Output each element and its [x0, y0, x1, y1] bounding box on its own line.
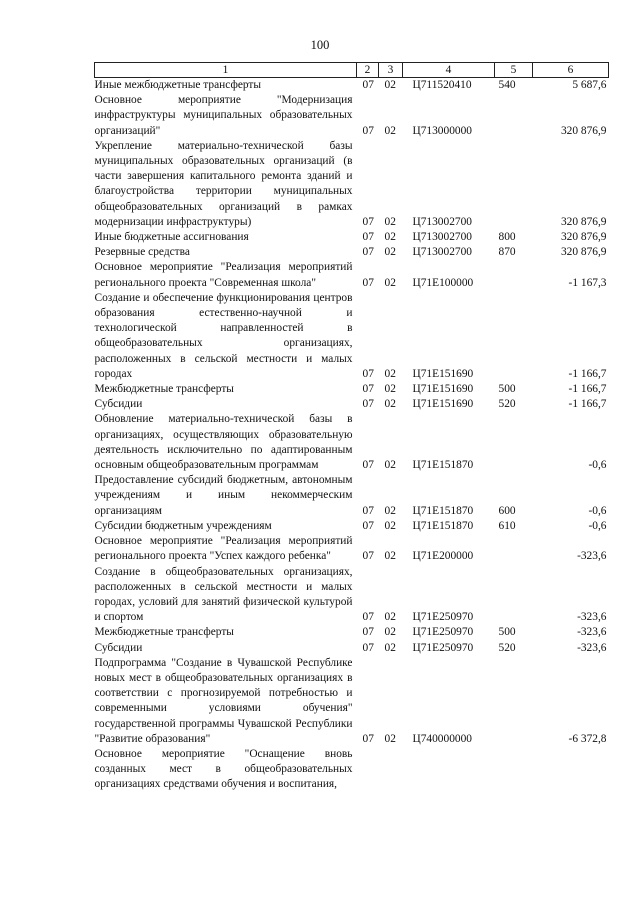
row-target-code [403, 747, 495, 793]
row-section: 07 [362, 732, 374, 745]
row-name: Создание в общеобразовательных организациях, расположенных в сельской местности и малых городах, условий для занятий физической культурой и спортом [94, 565, 353, 624]
table-row [95, 230, 609, 245]
row-subsection: 02 [384, 550, 396, 563]
page-number: 100 [310, 38, 330, 52]
row-section: 07 [362, 383, 374, 396]
header-cell-name: 1 [95, 63, 357, 78]
row-target-code: Ц71Е151690 [412, 398, 474, 411]
row-section: 07 [362, 611, 374, 624]
table-row [95, 260, 609, 290]
row-target-code: Ц71Е151870 [412, 504, 474, 517]
table-row [95, 625, 609, 640]
row-target-code: Ц71Е151870 [412, 459, 474, 472]
row-target-code: Ц713002700 [412, 246, 472, 259]
table-row [95, 747, 609, 793]
table-row [95, 139, 609, 230]
header-cell-target-code: 4 [403, 63, 495, 78]
row-target-code: Ц71Е100000 [412, 276, 474, 289]
table-row [95, 382, 609, 397]
row-amount: -1 166,7 [568, 398, 607, 411]
row-amount: -323,6 [577, 550, 607, 563]
row-expense-type [495, 93, 533, 139]
row-name: Резервные средства [94, 246, 190, 259]
row-subsection: 02 [384, 611, 396, 624]
row-amount: 5 687,6 [572, 79, 607, 91]
row-expense-type [495, 565, 533, 626]
row-subsection: 02 [384, 79, 396, 91]
table-row [95, 78, 609, 94]
row-subsection: 02 [384, 519, 396, 532]
header-cell-section: 2 [357, 63, 379, 78]
row-section: 07 [362, 459, 374, 472]
row-subsection: 02 [384, 124, 396, 137]
row-subsection: 02 [384, 459, 396, 472]
row-section: 07 [362, 276, 374, 289]
row-subsection: 02 [384, 215, 396, 228]
row-amount: 320 876,9 [560, 246, 607, 259]
row-subsection: 02 [384, 276, 396, 289]
row-name: Межбюджетные трансферты [94, 383, 234, 396]
row-section: 07 [362, 79, 374, 91]
row-expense-type [495, 260, 533, 290]
row-expense-type [495, 412, 533, 473]
row-target-code: Ц711520410 [412, 79, 472, 91]
row-amount: -323,6 [577, 626, 607, 639]
row-amount: 320 876,9 [560, 231, 607, 244]
row-name: Субсидии бюджетным учреждениям [94, 519, 272, 532]
budget-table [94, 62, 609, 793]
row-expense-type: 520 [498, 641, 516, 654]
row-expense-type: 500 [498, 626, 516, 639]
row-expense-type: 800 [498, 231, 516, 244]
row-subsection: 02 [384, 641, 396, 654]
row-subsection: 02 [384, 246, 396, 259]
table-row [95, 397, 609, 412]
table-row [95, 412, 609, 473]
row-section: 07 [362, 246, 374, 259]
table-row [95, 245, 609, 260]
row-name: Основное мероприятие "Реализация мероприятий регионального проекта "Успех каждого ребенка" [94, 535, 353, 563]
row-expense-type [495, 747, 533, 793]
table-body [95, 78, 609, 793]
row-section: 07 [362, 124, 374, 137]
row-section: 07 [362, 550, 374, 563]
row-subsection: 02 [384, 504, 396, 517]
row-name: Подпрограмма "Создание в Чувашской Республике новых мест в общеобразовательных организациях в соответствии с прогнозируемой потребностью и современными условиями обучения" государственной программы Чувашской Республики "Развитие образования" [94, 656, 353, 745]
header-cell-amount: 6 [533, 63, 609, 78]
row-target-code: Ц71Е250970 [412, 626, 474, 639]
row-amount: -1 166,7 [568, 383, 607, 396]
row-section: 07 [362, 398, 374, 411]
row-section: 07 [362, 504, 374, 517]
row-subsection: 02 [384, 231, 396, 244]
row-amount: -323,6 [577, 611, 607, 624]
table-row [95, 473, 609, 519]
row-section: 07 [362, 519, 374, 532]
row-name: Иные бюджетные ассигнования [94, 231, 249, 244]
row-subsection: 02 [384, 732, 396, 745]
table-header [95, 63, 609, 78]
table-row [95, 291, 609, 382]
row-amount: 320 876,9 [560, 124, 607, 137]
row-target-code: Ц713002700 [412, 231, 472, 244]
row-expense-type [495, 291, 533, 382]
row-target-code: Ц740000000 [412, 732, 472, 745]
row-target-code: Ц71Е151690 [412, 383, 474, 396]
header-cell-expense-type: 5 [495, 63, 533, 78]
row-section: 07 [362, 215, 374, 228]
row-expense-type [495, 139, 533, 230]
row-name: Основное мероприятие "Оснащение вновь созданных мест в общеобразовательных организациях средствами обучения и воспитания, [94, 747, 353, 791]
header-cell-subsection: 3 [379, 63, 403, 78]
row-name: Обновление материально-технической базы в организациях, осуществляющих образовательную деятельность исключительно по адаптированным основным общеобразовательным программам [94, 413, 353, 472]
row-section [357, 747, 379, 793]
row-name: Основное мероприятие "Реализация мероприятий регионального проекта "Современная школа" [94, 261, 353, 289]
table-row [95, 534, 609, 564]
row-subsection: 02 [384, 367, 396, 380]
row-amount: -0,6 [588, 504, 607, 517]
row-expense-type [495, 534, 533, 564]
table-row [95, 656, 609, 747]
row-subsection: 02 [384, 383, 396, 396]
row-expense-type: 540 [498, 79, 516, 91]
row-target-code: Ц71Е200000 [412, 550, 474, 563]
row-subsection: 02 [384, 398, 396, 411]
row-expense-type: 520 [498, 398, 516, 411]
row-expense-type [495, 656, 533, 747]
row-section: 07 [362, 626, 374, 639]
row-expense-type: 500 [498, 383, 516, 396]
row-amount: -6 372,8 [568, 732, 607, 745]
row-target-code: Ц71Е151690 [412, 367, 474, 380]
row-amount: -323,6 [577, 641, 607, 654]
row-name: Иные межбюджетные трансферты [94, 79, 262, 91]
table-row [95, 519, 609, 534]
row-name: Субсидии [94, 641, 143, 654]
row-amount: -0,6 [588, 459, 607, 472]
header-row [95, 63, 609, 78]
row-subsection: 02 [384, 626, 396, 639]
row-section: 07 [362, 367, 374, 380]
row-expense-type: 610 [498, 519, 516, 532]
row-name: Субсидии [94, 398, 143, 411]
row-name: Предоставление субсидий бюджетным, автономным учреждениям и иным некоммерческим организациям [94, 474, 353, 517]
row-target-code: Ц71Е151870 [412, 519, 474, 532]
row-section: 07 [362, 231, 374, 244]
row-section: 07 [362, 641, 374, 654]
row-name: Создание и обеспечение функционирования центров образования естественно-научной и технологической направленностей в общеобразовательных организациях, расположенных в сельской местности и малых городах [94, 291, 353, 380]
row-target-code: Ц71Е250970 [412, 611, 474, 624]
row-expense-type: 870 [498, 246, 516, 259]
row-target-code: Ц71Е250970 [412, 641, 474, 654]
row-amount: -0,6 [588, 519, 607, 532]
row-target-code: Ц713000000 [412, 124, 472, 137]
row-name: Основное мероприятие "Модернизация инфраструктуры муниципальных образовательных организаций" [94, 94, 353, 137]
row-amount: 320 876,9 [560, 215, 607, 228]
row-name: Укрепление материально-технической базы муниципальных образовательных организаций (в части завершения капитального ремонта зданий и благоустройства территории муниципальных общеобразовательных организаций в рамках модернизации инфраструктуры) [94, 139, 353, 228]
table-row [95, 641, 609, 656]
row-target-code: Ц713002700 [412, 215, 472, 228]
table-row [95, 93, 609, 139]
row-amount [533, 747, 609, 793]
row-subsection [379, 747, 403, 793]
row-expense-type: 600 [498, 504, 516, 517]
table-row [95, 565, 609, 626]
row-amount: -1 166,7 [568, 367, 607, 380]
row-name: Межбюджетные трансферты [94, 626, 234, 639]
row-amount: -1 167,3 [568, 276, 607, 289]
